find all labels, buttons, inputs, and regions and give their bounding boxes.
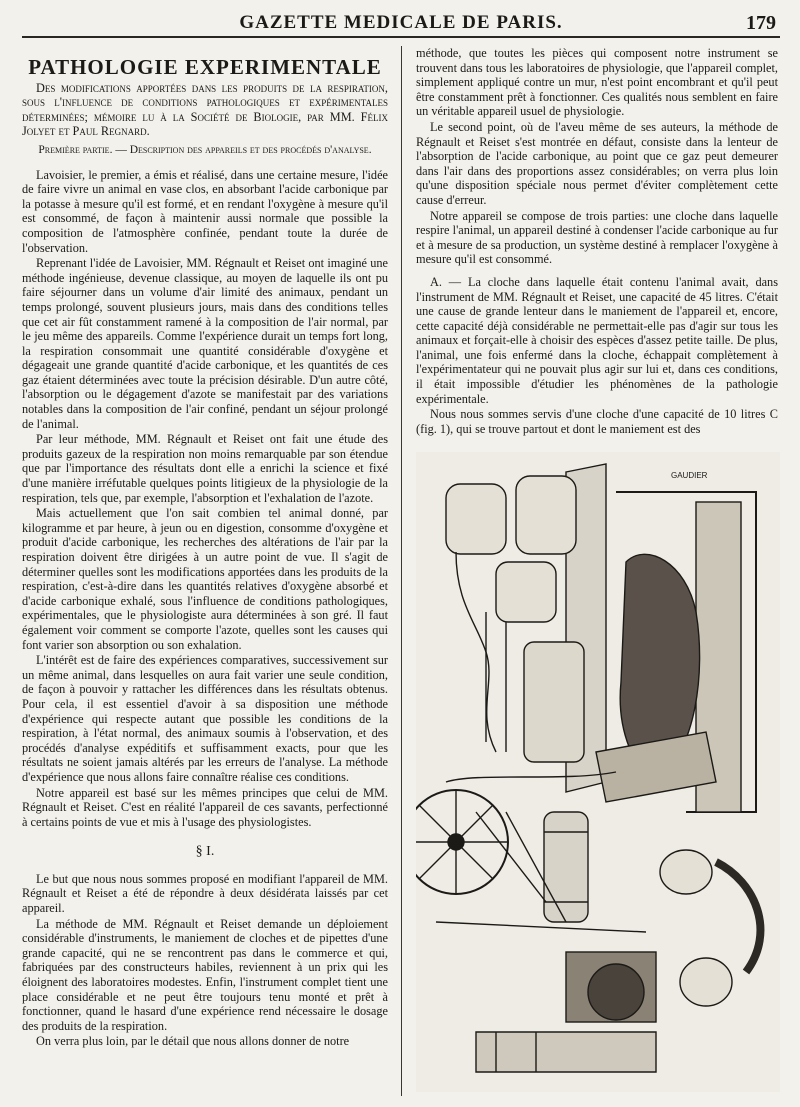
- paragraph: A. — La cloche dans laquelle était contenu l'animal avait, dans l'instrument de MM. Régnault et Reiset, une capacité de 45 litres. C'était une cause de grande lenteur dans le maniement de l'appareil et, encore, cette capacité déjà considérable ne permettait-elle pas d'agir sur tous les animaux et forçait-elle à choisir des espèces d'assez petite taille. De plus, l'animal, une fois enfermé dans la cloche, échappait complètement à l'expérimentateur qui ne pouvait plus agir sur lui et, dans ces conditions, il était impossible d'étudier les phénomènes de la pathologie expérimentale.: [416, 274, 778, 406]
- paragraph: Mais actuellement que l'on sait combien tel animal donné, par kilogramme et par heure, à jeun ou en digestion, consomme d'oxygène et produit d'acide carbonique, les recherches des altérations de l'air par la respiration doivent être dirigées à un autre point de vue. Il s'agit de déterminer quelles sont les modifications apportées dans les produits de la respiration, c'est-à-dire dans les quantités relatives d'oxygène absorbé et d'acide carbonique exhalé, sous l'influence de conditions pathologiques, expérimentales, que le physiologiste aura déterminées à son gré. Il faut également voir comment se comporte l'azote, quelles sont les causes qui font varier son absorption ou son exhalation.: [22, 506, 388, 652]
- paragraph: Le but que nous nous sommes proposé en modifiant l'appareil de MM. Régnault et Reiset a été de répondre à deux désidérata laissés par cet appareil.: [22, 871, 388, 916]
- paragraph: méthode, que toutes les pièces qui composent notre instrument se trouvent dans tous les laboratoires de physiologie, que l'appareil complet, simplement appliqué contre un mur, n'est point encombrant et qu'il peut être constamment prêt à fonctionner. Ces qualités nous semblent en faire un véritable appareil usuel de physiologie.: [416, 46, 778, 119]
- right-column: [416, 46, 778, 437]
- paragraph: L'intérêt est de faire des expériences comparatives, successivement sur un même animal, dans lesquelles on aura fait varier une seule condition, de façon à pouvoir y rattacher les différences dans les résultats obtenus. Pour cela, il est essentiel d'avoir à sa disposition une méthode d'expérience qui respecte autant que possible les conditions de la respiration, à l'état normal, des animaux soumis à l'observation, et des procédés d'analyse expéditifs et suffisamment exacts, pour que les résultats ne soient jamais altérés par les erreurs de l'analyse. La méthode d'expérience que nous allons faire connaître réalise ces conditions.: [22, 653, 388, 784]
- figure-label: GAUDIER: [671, 471, 708, 480]
- page-number: 179: [746, 12, 776, 34]
- page-header: [22, 10, 780, 38]
- article-title: PATHOLOGIE EXPERIMENTALE: [28, 55, 382, 79]
- section-heading: § I.: [195, 844, 215, 860]
- paragraph: Reprenant l'idée de Lavoisier, MM. Régnault et Reiset ont imaginé une méthode ingénieuse, devenue classique, au moyen de laquelle ils ont pu faire séjourner dans un volume d'air limité des animaux, pendant un temps prolongé, souvent plusieurs jours, mais dans des conditions telles que cet air fût constamment ramené à la composition de l'air normal, par le jeu même des appareils. Comme l'expérience durait un temps fort long, la respiration consommait une quantité considérable d'oxygène et dégageait une grande quantité d'acide carbonique, et les quantités de ces gaz étaient déterminées avec toute la précision désirable. D'un autre côté, l'absorption ou le dégagement d'azote se manifestait par des variations notables dans la composition de l'air confiné, pendant un séjour prolongé de l'animal.: [22, 256, 388, 431]
- column-divider: [401, 46, 402, 1096]
- paragraph: Par leur méthode, MM. Régnault et Reiset ont fait une étude des produits gazeux de la respiration non moins remarquable par son étendue que par l'importance des résultats dont elle a enrichi la science et fixé d'une manière irréfutable quelques points litigieux de la physiologie de la respiration, tels que, par exemple, l'absorption et l'exhalation de l'azote.: [22, 432, 388, 505]
- article-subtitle: Des modifications apportées dans les produits de la respiration, sous l'influence de conditions pathologiques et expérimentales déterminées; mémoire lu à la Société de Biologie, par MM. Félix Jolyet et Paul Regnard.: [22, 80, 388, 139]
- part-heading: Première partie. — Description des appareils et des procédés d'analyse.: [38, 143, 372, 156]
- paragraph: Notre appareil est basé sur les mêmes principes que celui de MM. Régnault et Reiset. C'est en réalité l'appareil de ces savants, perfectionné à certains points de vue et mis à l'usage des physiologistes.: [22, 785, 388, 829]
- left-column: [22, 46, 388, 1050]
- journal-title: GAZETTE MEDICALE DE PARIS.: [239, 12, 563, 33]
- respiration-apparatus-engraving-icon: [416, 452, 780, 1092]
- paragraph: On verra plus loin, par le détail que nous allons donner de notre: [36, 1034, 350, 1049]
- apparatus-figure: [416, 452, 780, 1092]
- paragraph: La méthode de MM. Régnault et Reiset demande un déploiement considérable d'instruments, le maniement de cloches et de pipettes d'une grande capacité, qui ne se rencontrent pas dans le commerce et qui, fabriquées par des constructeurs habiles, reviennent à un prix qui les éloignent des laboratoires modestes. Enfin, l'instrument complet tient une place considérable et ne peut être toujours tenu monté et prêt à fonctionner, quand le hasard d'une expérience rend nécessaire le dosage des produits de la respiration.: [22, 916, 388, 1033]
- paragraph: Le second point, où de l'aveu même de ses auteurs, la méthode de Régnault et Reiset s'est montrée en défaut, consiste dans la lenteur de l'absorption de l'acide carbonique, au point que ce gaz peut demeurer dans l'air dans des proportions assez considérables; on verra plus loin qu'une disposition spéciale nous permet d'éviter complètement cette cause d'erreur.: [416, 119, 778, 207]
- paragraph: Nous nous sommes servis d'une cloche d'une capacité de 10 litres C (fig. 1), qui se trouve partout et dont le maniement est des: [416, 407, 778, 436]
- paragraph: Lavoisier, le premier, a émis et réalisé, dans une certaine mesure, l'idée de faire vivre un animal en vase clos, en absorbant l'acide carbonique par la potasse à mesure qu'il est formé, et en rendant l'oxygène à mesure qu'il est consommé, de façon à maintenir aussi normale que possible la composition de l'atmosphère confinée, pendant toute la durée de l'observation.: [22, 167, 388, 255]
- paragraph: Notre appareil se compose de trois parties: une cloche dans laquelle respire l'animal, un appareil destiné à condenser l'acide carbonique au fur et à mesure de sa production, un système destiné à remplacer l'oxygène à mesure qu'il est consommé.: [416, 208, 778, 267]
